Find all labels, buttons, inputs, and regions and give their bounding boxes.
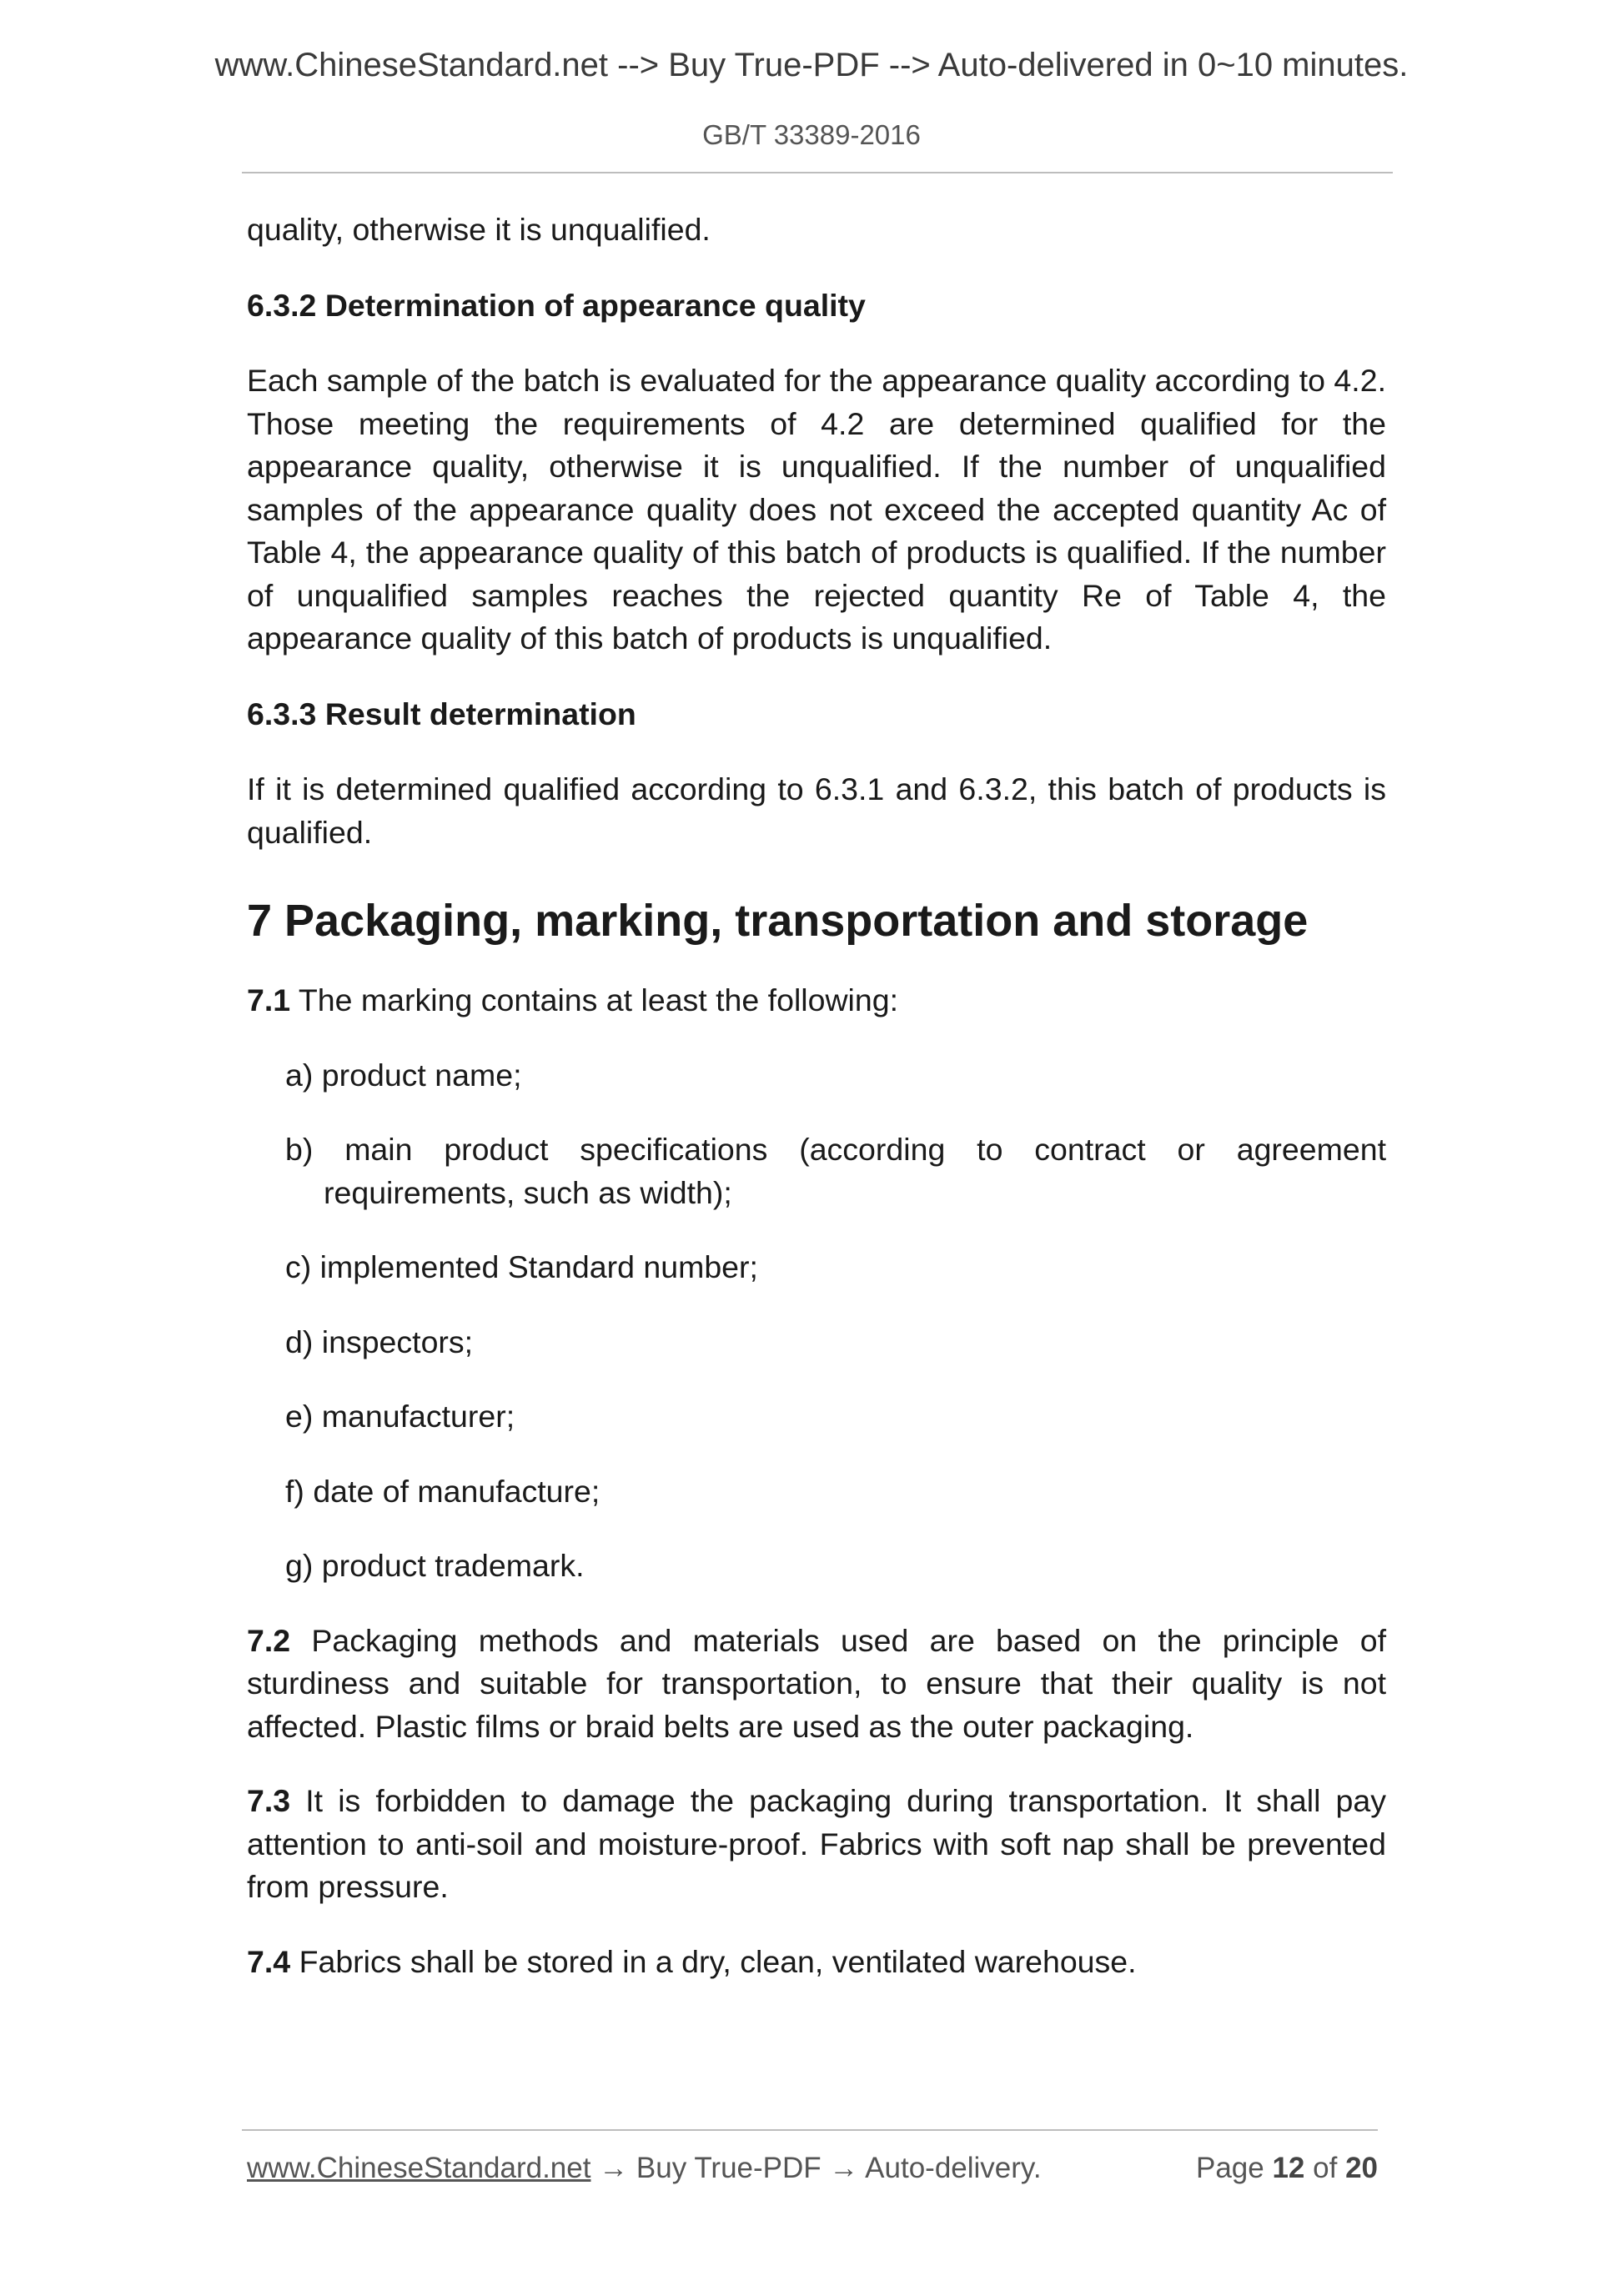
page-content xyxy=(247,208,1386,1983)
clause-text: Fabrics shall be stored in a dry, clean, ventilated warehouse. xyxy=(299,1943,1137,1979)
list-item: a) product name; xyxy=(285,1057,522,1093)
site-link[interactable]: www.ChineseStandard.net xyxy=(247,2152,591,2184)
page-number xyxy=(1196,2149,1378,2188)
footer-promo xyxy=(247,2149,1042,2188)
total-pages: 20 xyxy=(1345,2152,1378,2184)
clause-number: 7.2 xyxy=(247,1622,291,1658)
clause-7-1 xyxy=(247,979,1386,1022)
heading-6-3-3: 6.3.3 Result determination xyxy=(247,696,636,731)
header-divider xyxy=(242,172,1393,173)
clause-number: 7.3 xyxy=(247,1783,291,1818)
page-label: Page xyxy=(1195,2152,1264,2184)
footer-divider xyxy=(242,2129,1378,2131)
current-page: 12 xyxy=(1272,2152,1305,2184)
footer-tail: → Buy True-PDF → Auto-delivery. xyxy=(599,2152,1042,2184)
clause-7-2 xyxy=(247,1620,1386,1749)
clause-number: 7.1 xyxy=(247,982,291,1017)
list-item: f) date of manufacture; xyxy=(285,1473,600,1509)
clause-text: Packaging methods and materials used are based on the principle of sturdiness and suitable for transportation, to ensure that their quality is not affected. Plastic films or braid belts are used as the outer packaging. xyxy=(247,1622,1386,1744)
heading-6-3-2: 6.3.2 Determination of appearance quality xyxy=(247,287,866,323)
list-item: c) implemented Standard number; xyxy=(285,1249,758,1284)
standard-code: GB/T 33389-2016 xyxy=(702,119,921,150)
continued-paragraph: quality, otherwise it is unqualified. xyxy=(247,212,711,247)
list-item: d) inspectors; xyxy=(285,1324,474,1359)
list-item: b) main product specifications (according to contract or agreement requirements, such as width); xyxy=(285,1132,1386,1210)
list-item: g) product trademark. xyxy=(285,1548,585,1583)
of-label: of xyxy=(1313,2152,1338,2184)
list-item: e) manufacturer; xyxy=(285,1399,515,1434)
clause-text: It is forbidden to damage the packaging during transportation. It shall pay attention to anti-soil and moisture-proof. Fabrics with soft nap shall be prevented from pressure. xyxy=(247,1783,1386,1904)
clause-number: 7.4 xyxy=(247,1943,291,1979)
site-banner: www.ChineseStandard.net --> Buy True-PDF --> Auto-delivered in 0~10 minutes. xyxy=(214,47,1409,83)
heading-7: 7 Packaging, marking, transportation and storage xyxy=(247,896,1309,946)
clause-7-4 xyxy=(247,1941,1386,1984)
clause-text: The marking contains at least the following: xyxy=(298,982,899,1017)
clause-7-3 xyxy=(247,1780,1386,1909)
paragraph-6-3-2: Each sample of the batch is evaluated for the appearance quality according to 4.2. Those meeting the requirements of 4.2 are determined qualified for the appearance quality, otherwise it is unqualified. If the number of unqualified samples of the appearance quality does not exceed the accepted quantity Ac of Table 4, the appearance quality of this batch of products is qualified. If the number of unqualified samples reaches the rejected quantity Re of Table 4, the appearance quality of this batch of products is unqualified. xyxy=(247,363,1386,656)
paragraph-6-3-3: If it is determined qualified according to 6.3.1 and 6.3.2, this batch of products is qualified. xyxy=(247,771,1386,850)
